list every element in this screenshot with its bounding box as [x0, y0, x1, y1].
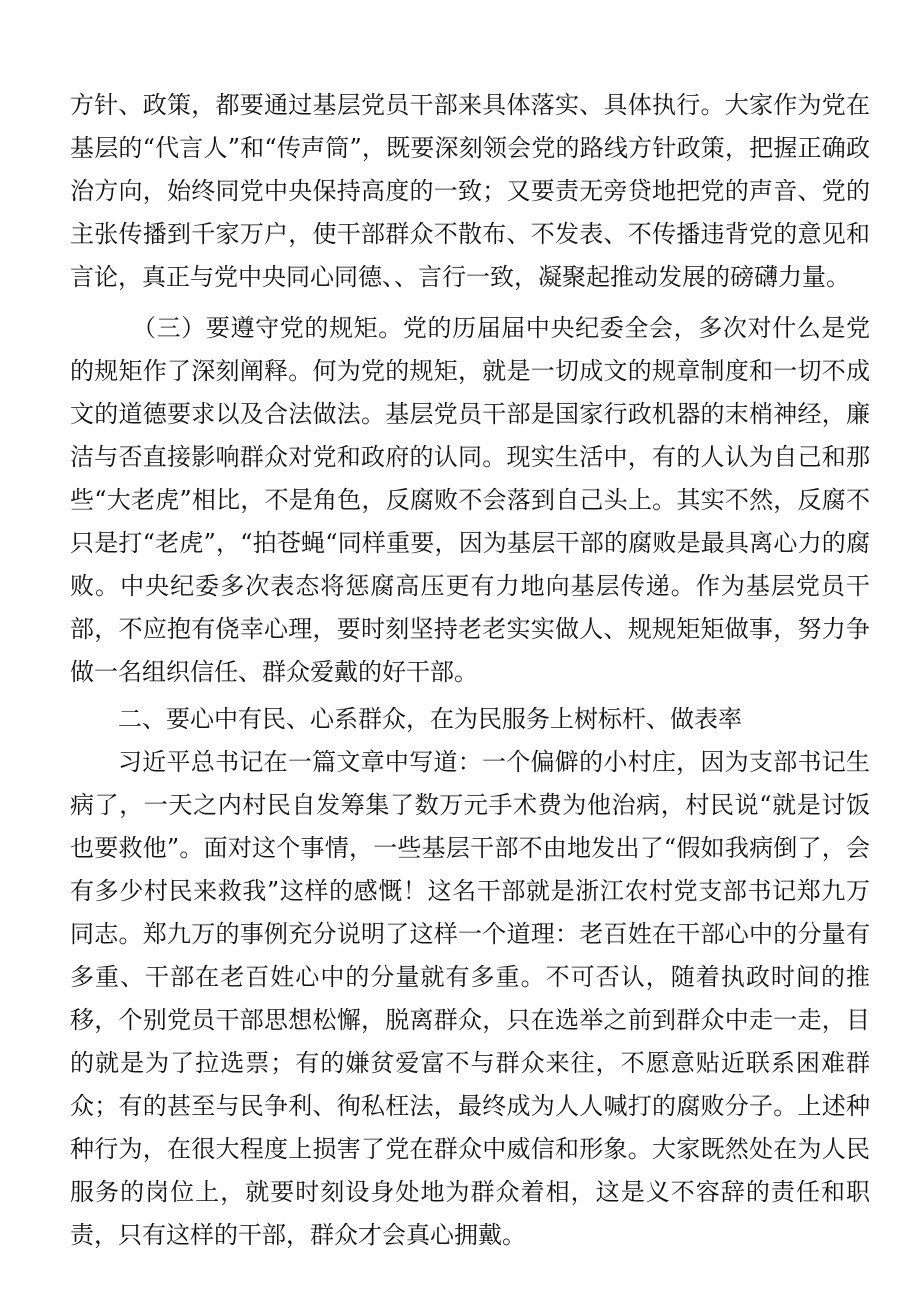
- paragraph-zheng-jiuwan-story: 习近平总书记在一篇文章中写道：一个偏僻的小村庄，因为支部书记生病了，一天之内村民自发筹集了数万元手术费为他治病，村民说“就是讨饭也要救他”。面对这个事情，一些基层干部不由地发出了“假如我病倒了，会有多少村民来救我”这样的感慨！这名干部就是浙江农村党支部书记郑九万同志。郑九万的事例充分说明了这样一个道理：老百姓在干部心中的分量有多重、干部在老百姓心中的分量就有多重。不可否认，随着执政时间的推移，个别党员干部思想松懈，脱离群众，只在选举之前到群众中走一走，目的就是为了拉选票；有的嫌贫爱富不与群众来往，不愿意贴近联系困难群众；有的甚至与民争利、徇私枉法，最终成为人人喊打的腐败分子。上述种种行为，在很大程度上损害了党在群众中威信和形象。大家既然处在为人民服务的岗位上，就要时刻设身处地为群众着相，这是义不容辞的责任和职责，只有这样的干部，群众才会真心拥戴。: [70, 748, 870, 1249]
- section-heading-serve-people: 二、要心中有民、心系群众，在为民服务上树标杆、做表率: [118, 705, 742, 733]
- document-body: [70, 84, 870, 1257]
- paragraph-policy-implementation: 方针、政策，都要通过基层党员干部来具体落实、具体执行。大家作为党在基层的“代言人”和“传声筒”，既要深刻领会党的路线方针政策，把握正确政治方向，始终同党中央保持高度的一致；又要责无旁贷地把党的声音、党的主张传播到千家万户，使干部群众不散布、不发表、不传播违背党的意见和言论，真正与党中央同心同德、、言行一致，凝聚起推动发展的磅礴力量。: [70, 91, 870, 291]
- paragraph-party-rules: （三）要遵守党的规矩。党的历届届中央纪委全会，多次对什么是党的规矩作了深刻阐释。何为党的规矩，就是一切成文的规章制度和一切不成文的道德要求以及合法做法。基层党员干部是国家行政机器的末梢神经，廉洁与否直接影响群众对党和政府的认同。现实生活中，有的人认为自己和那些“大老虎”相比，不是角色，反腐败不会落到自己头上。其实不然，反腐不只是打“老虎”，“拍苍蝇“同样重要，因为基层干部的腐败是最具离心力的腐败。中央纪委多次表态将惩腐高压更有力地向基层传递。作为基层党员干部，不应抱有侥幸心理，要时刻坚持老老实实做人、规规矩矩做事，努力争做一名组织信任、群众爱戴的好干部。: [70, 314, 870, 686]
